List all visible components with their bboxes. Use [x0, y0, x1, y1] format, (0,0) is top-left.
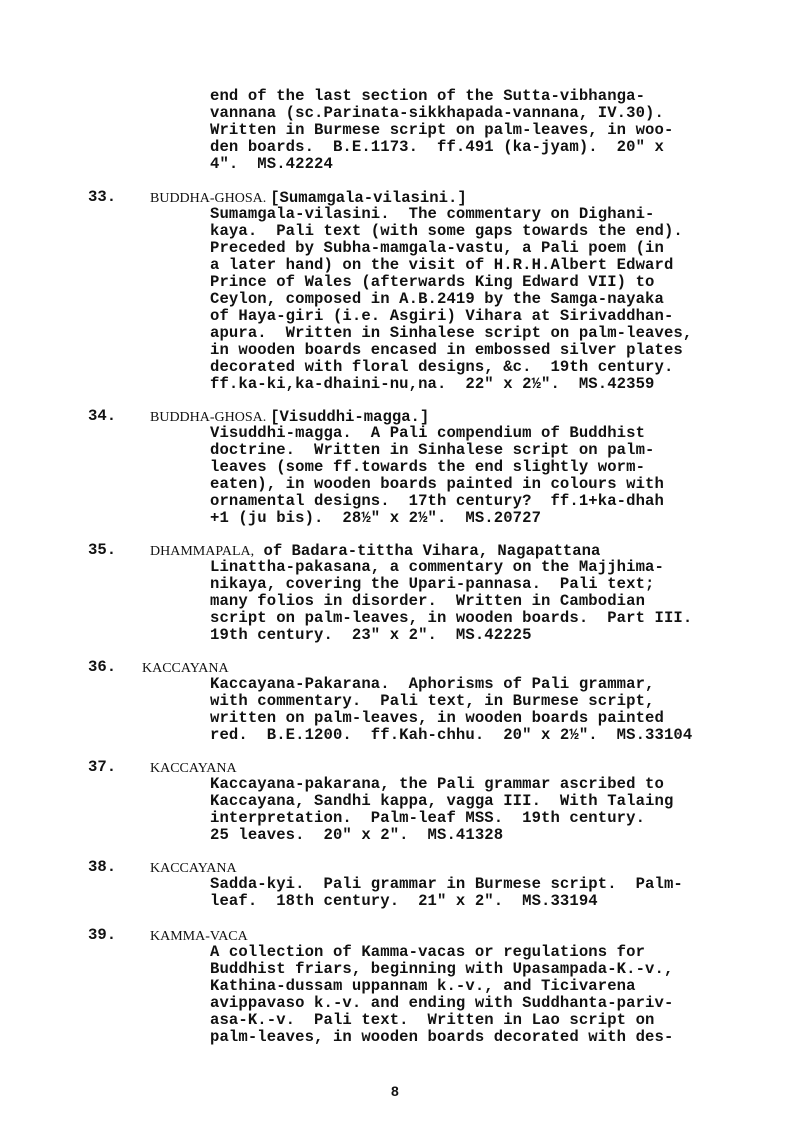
entry-number: 34. — [88, 407, 117, 425]
entry-line: palm-leaves, in wooden boards decorated with des- — [210, 1028, 674, 1046]
entry-line: eaten), in wooden boards painted in colours with — [210, 475, 664, 493]
entry-line: script on palm-leaves, in wooden boards. Part III. — [210, 609, 693, 627]
entry-author: BUDDHA-GHOSA. — [150, 410, 267, 425]
entry-line: ornamental designs. 17th century? ff.1+ka-dhah — [210, 492, 664, 510]
continuation-line: 4". MS.42224 — [210, 155, 333, 173]
entry-number: 35. — [88, 541, 117, 559]
entry-line: A collection of Kamma-vacas or regulations for — [210, 943, 646, 961]
entry-line: red. B.E.1200. ff.Kah-chhu. 20" x 2½". MS.33104 — [210, 726, 693, 744]
entry-line: Visuddhi-magga. A Pali compendium of Buddhist — [210, 424, 646, 442]
entry-line: a later hand) on the visit of H.R.H.Albert Edward — [210, 256, 674, 274]
entry-author: KACCAYANA — [150, 761, 237, 776]
entry-line: Preceded by Subha-mamgala-vastu, a Pali poem (in — [210, 239, 664, 257]
entry-number: 36. — [88, 658, 117, 676]
entry-heading-rest: [Visuddhi-magga.] — [270, 408, 430, 426]
entry-line: interpretation. Palm-leaf MSS. 19th century. — [210, 809, 646, 827]
entry-line: in wooden boards encased in embossed silver plates — [210, 341, 683, 359]
entry-line: many folios in disorder. Written in Cambodian — [210, 592, 646, 610]
entry-line: Kaccayana, Sandhi kappa, vagga III. With Talaing — [210, 792, 674, 810]
entry-line: Prince of Wales (afterwards King Edward VII) to — [210, 273, 655, 291]
entry-line: with commentary. Pali text, in Burmese script, — [210, 692, 655, 710]
entry-author: KACCAYANA — [142, 661, 229, 676]
entry-author: KAMMA-VACA — [150, 929, 248, 944]
entry-line: asa-K.-v. Pali text. Written in Lao script on — [210, 1011, 655, 1029]
entry-line: +1 (ju bis). 28½" x 2½". MS.20727 — [210, 509, 542, 527]
entry-number: 33. — [88, 188, 117, 206]
entry-author: BUDDHA-GHOSA. — [150, 191, 267, 206]
entry-line: written on palm-leaves, in wooden boards painted — [210, 709, 664, 727]
entry-line: Kaccayana-pakarana, the Pali grammar ascribed to — [210, 775, 664, 793]
entry-line: 19th century. 23" x 2". MS.42225 — [210, 626, 532, 644]
entry-line: leaf. 18th century. 21" x 2". MS.33194 — [210, 892, 598, 910]
entry-line: ff.ka-ki,ka-dhaini-nu,na. 22" x 2½". MS.42359 — [210, 375, 655, 393]
continuation-line: vannana (sc.Parinata-sikkhapada-vannana, IV.30). — [210, 104, 664, 122]
entry-line: of Haya-giri (i.e. Asgiri) Vihara at Sirivaddhan- — [210, 307, 674, 325]
entry-line: 25 leaves. 20" x 2". MS.41328 — [210, 826, 504, 844]
entry-line: Linattha-pakasana, a commentary on the Majjhima- — [210, 558, 664, 576]
entry-line: Sumamgala-vilasini. The commentary on Dighani- — [210, 205, 655, 223]
entry-author: KACCAYANA — [150, 861, 237, 876]
entry-line: kaya. Pali text (with some gaps towards the end). — [210, 222, 683, 240]
entry-number: 39. — [88, 926, 117, 944]
entry-number: 37. — [88, 758, 117, 776]
entry-line: nikaya, covering the Upari-pannasa. Pali text; — [210, 575, 655, 593]
entry-heading-rest: of Badara-tittha Vihara, Nagapattana — [254, 542, 601, 560]
entry-line: Sadda-kyi. Pali grammar in Burmese script. Palm- — [210, 875, 683, 893]
entry-line: Buddhist friars, beginning with Upasampada-K.-v., — [210, 960, 674, 978]
entry-line: decorated with floral designs, &c. 19th century. — [210, 358, 674, 376]
entry-line: Kaccayana-Pakarana. Aphorisms of Pali grammar, — [210, 675, 655, 693]
entry-line: Kathina-dussam uppannam k.-v., and Ticivarena — [210, 977, 636, 995]
continuation-line: den boards. B.E.1173. ff.491 (ka-jyam). 20" x — [210, 138, 664, 156]
entry-line: leaves (some ff.towards the end slightly worm- — [210, 458, 646, 476]
continuation-line: Written in Burmese script on palm-leaves, in woo- — [210, 121, 674, 139]
entry-number: 38. — [88, 858, 117, 876]
entry-heading-rest: [Sumamgala-vilasini.] — [270, 189, 467, 207]
entry-author: DHAMMAPALA, — [150, 544, 255, 559]
entry-line: Ceylon, composed in A.B.2419 by the Samga-nayaka — [210, 290, 664, 308]
page-number: 8 — [391, 1083, 399, 1099]
continuation-line: end of the last section of the Sutta-vibhanga- — [210, 87, 646, 105]
entry-line: doctrine. Written in Sinhalese script on palm- — [210, 441, 655, 459]
entry-line: avippavaso k.-v. and ending with Suddhanta-pariv- — [210, 994, 674, 1012]
entry-line: apura. Written in Sinhalese script on palm-leaves, — [210, 324, 693, 342]
